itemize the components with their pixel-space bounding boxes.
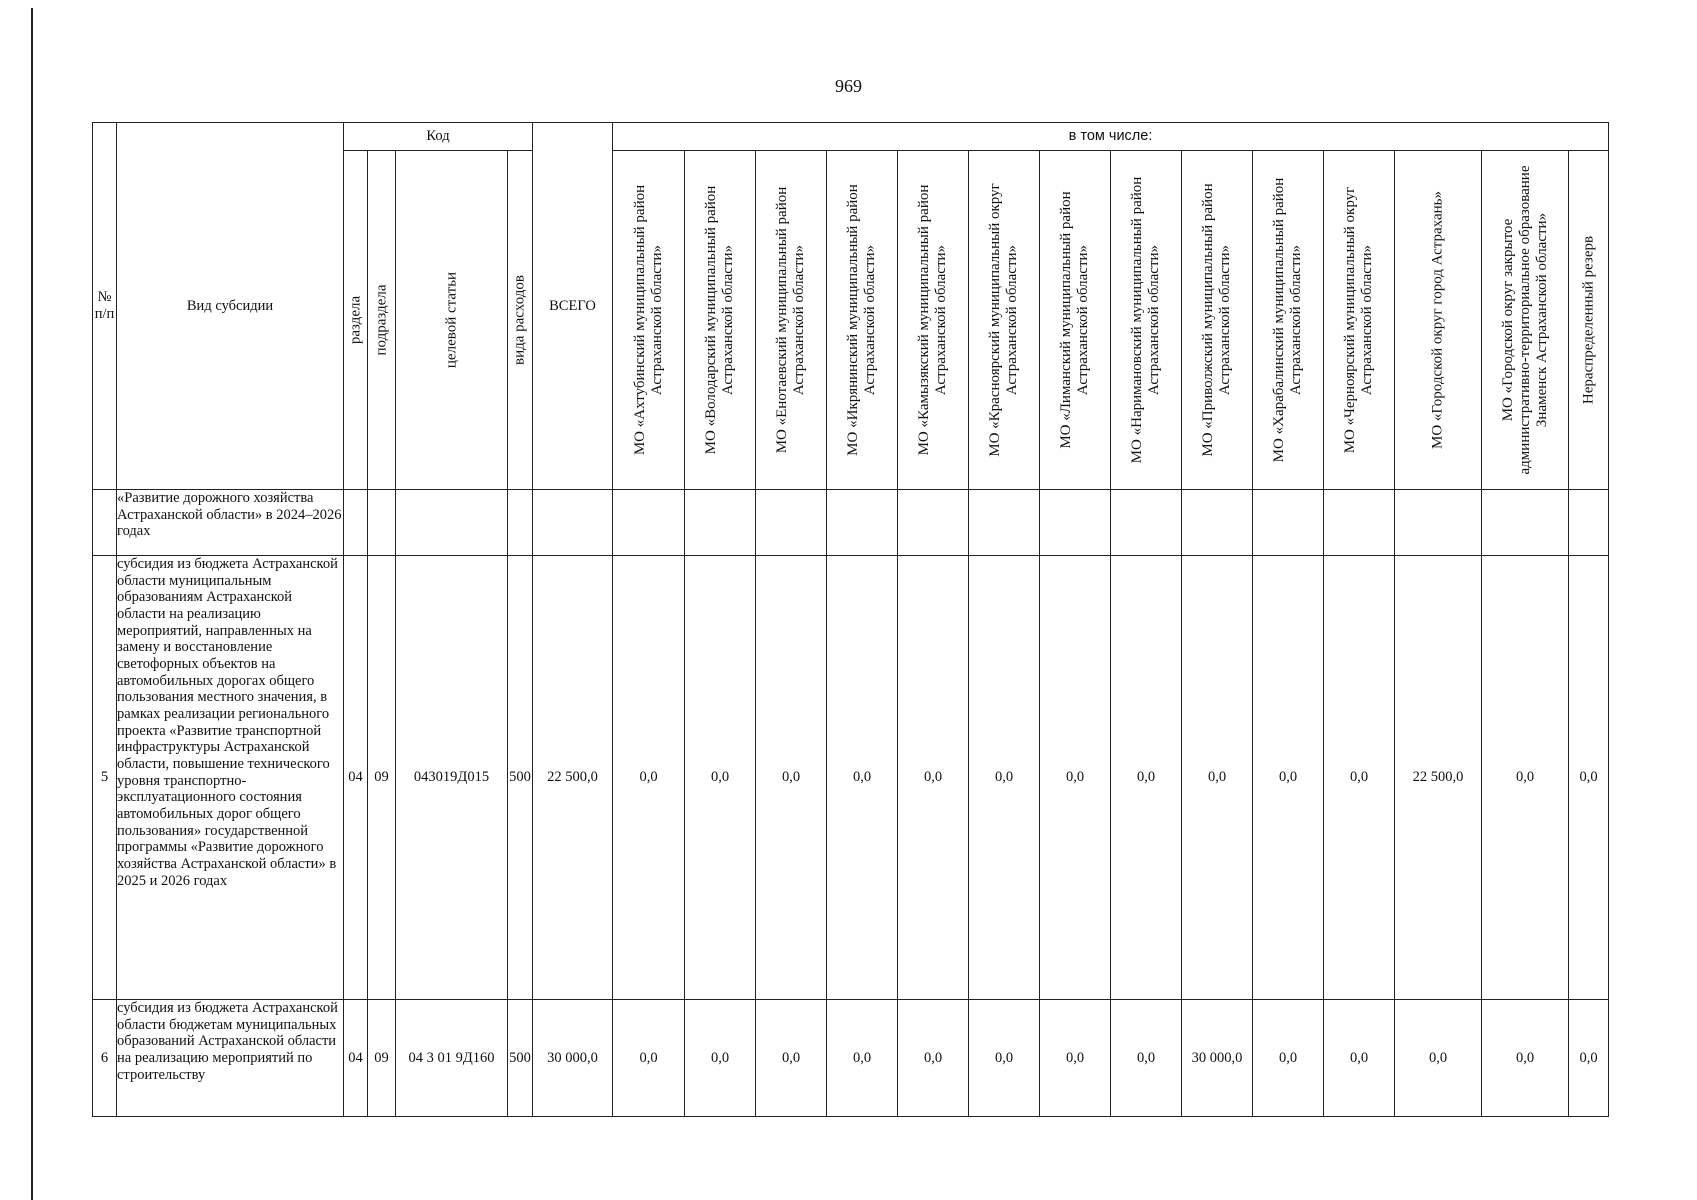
row-total: 30 000,0: [533, 1000, 613, 1117]
row-value: 0,0: [685, 556, 756, 1000]
row-number: [93, 490, 117, 556]
row-value: [1569, 490, 1609, 556]
row-value: [756, 490, 827, 556]
header-col-volodarsky: МО «Володарский муниципальный район Астраханской области»: [685, 151, 756, 490]
row-value: 30 000,0: [1182, 1000, 1253, 1117]
row-expense-type: 500: [508, 1000, 533, 1117]
row-target-article: 043019Д015: [396, 556, 508, 1000]
row-value: [1040, 490, 1111, 556]
row-value: 0,0: [827, 556, 898, 1000]
row-value: 0,0: [685, 1000, 756, 1117]
row-value: 0,0: [898, 1000, 969, 1117]
row-section: 04: [344, 556, 368, 1000]
header-col-ikryaninsky: МО «Икрянинский муниципальный район Астраханской области»: [827, 151, 898, 490]
header-col-kamyzyaksky: МО «Камызякский муниципальный район Астраханской области»: [898, 151, 969, 490]
header-col-enotaevsky: МО «Енотаевский муниципальный район Астраханской области»: [756, 151, 827, 490]
row-value: [1253, 490, 1324, 556]
row-value: 0,0: [1253, 1000, 1324, 1117]
row-value: [827, 490, 898, 556]
row-value: [1111, 490, 1182, 556]
row-description: субсидия из бюджета Астраханской области муниципальным образованиям Астраханской области на реализацию мероприятий, направленных на замену и восстановление светофорных объектов на автомобильных дорогах общего пользования местного значения, в рамках реализации регионального проекта «Развитие транспортной инфраструктуры Астраханской области, повышение технического уровня транспортно-эксплуатационного состояния автомобильных дорог общего пользования» государственной программы «Развитие дорожного хозяйства Астраханской области» в 2025 и 2026 годах: [117, 556, 344, 1000]
row-value: 0,0: [613, 556, 685, 1000]
row-subsection: 09: [368, 556, 396, 1000]
row-expense-type: [508, 490, 533, 556]
header-col-chernoyarsky: МО «Черноярский муниципальный округ Астраханской области»: [1324, 151, 1395, 490]
row-value: 0,0: [1324, 1000, 1395, 1117]
row-number: 6: [93, 1000, 117, 1117]
row-value: [1324, 490, 1395, 556]
header-col-narimanovsky: МО «Наримановский муниципальный район Астраханской области»: [1111, 151, 1182, 490]
row-description: «Развитие дорожного хозяйства Астраханской области» в 2024–2026 годах: [117, 490, 344, 556]
row-value: 0,0: [1482, 1000, 1569, 1117]
header-col-astrakhan-city: МО «Городской округ город Астрахань»: [1395, 151, 1482, 490]
row-value: 0,0: [1395, 1000, 1482, 1117]
row-target-article: [396, 490, 508, 556]
header-row-top: [93, 123, 1609, 151]
header-col-privolzhsky: МО «Приволжский муниципальный район Астраханской области»: [1182, 151, 1253, 490]
header-no: № п/п: [93, 123, 117, 490]
table-row: [93, 490, 1609, 556]
header-code: Код: [344, 123, 533, 151]
row-value: [898, 490, 969, 556]
header-code-target-article: целевой статьи: [396, 151, 508, 490]
row-value: 22 500,0: [1395, 556, 1482, 1000]
header-col-akhtubinsky: МО «Ахтубинский муниципальный район Астраханской области»: [613, 151, 685, 490]
row-value: 0,0: [756, 556, 827, 1000]
table-row: [93, 1000, 1609, 1117]
row-value: [685, 490, 756, 556]
row-value: [1182, 490, 1253, 556]
binder-margin-line: [31, 8, 33, 1200]
header-including: в том числе:: [613, 123, 1609, 151]
row-value: 0,0: [1182, 556, 1253, 1000]
row-value: 0,0: [1040, 556, 1111, 1000]
row-value: [1482, 490, 1569, 556]
row-expense-type: 500: [508, 556, 533, 1000]
row-section: 04: [344, 1000, 368, 1117]
header-subsidy-type: Вид субсидии: [117, 123, 344, 490]
row-value: [1395, 490, 1482, 556]
header-total: ВСЕГО: [533, 123, 613, 490]
header-col-reserve: Нераспределенный резерв: [1569, 151, 1609, 490]
row-value: 0,0: [827, 1000, 898, 1117]
row-value: 0,0: [969, 1000, 1040, 1117]
row-value: 0,0: [1040, 1000, 1111, 1117]
row-target-article: 04 3 01 9Д160: [396, 1000, 508, 1117]
row-value: 0,0: [969, 556, 1040, 1000]
row-subsection: 09: [368, 1000, 396, 1117]
row-value: 0,0: [898, 556, 969, 1000]
table-row: [93, 556, 1609, 1000]
header-code-expense-type: вида расходов: [508, 151, 533, 490]
row-total: [533, 490, 613, 556]
row-value: 0,0: [1569, 556, 1609, 1000]
row-description: субсидия из бюджета Астраханской области бюджетам муниципальных образований Астраханской области на реализацию мероприятий по строительству: [117, 1000, 344, 1117]
subsidy-table: [92, 122, 1609, 1117]
row-subsection: [368, 490, 396, 556]
row-number: 5: [93, 556, 117, 1000]
row-value: 0,0: [756, 1000, 827, 1117]
row-value: 0,0: [1569, 1000, 1609, 1117]
header-col-znamensk: МО «Городской округ закрытое административно-территориальное образование Знаменск Астраханской области»: [1482, 151, 1569, 490]
header-code-subsection: подраздела: [368, 151, 396, 490]
row-value: 0,0: [1253, 556, 1324, 1000]
row-value: 0,0: [1111, 556, 1182, 1000]
row-value: 0,0: [1111, 1000, 1182, 1117]
row-value: [613, 490, 685, 556]
header-col-krasnoyarsky: МО «Красноярский муниципальный округ Астраханской области»: [969, 151, 1040, 490]
header-col-kharabalinsky: МО «Харабалинский муниципальный район Астраханской области»: [1253, 151, 1324, 490]
header-code-section: раздела: [344, 151, 368, 490]
row-total: 22 500,0: [533, 556, 613, 1000]
header-col-limansky: МО «Лиманский муниципальный район Астраханской области»: [1040, 151, 1111, 490]
row-value: [969, 490, 1040, 556]
row-value: 0,0: [613, 1000, 685, 1117]
row-section: [344, 490, 368, 556]
page-number: 969: [835, 76, 862, 96]
row-value: 0,0: [1482, 556, 1569, 1000]
row-value: 0,0: [1324, 556, 1395, 1000]
